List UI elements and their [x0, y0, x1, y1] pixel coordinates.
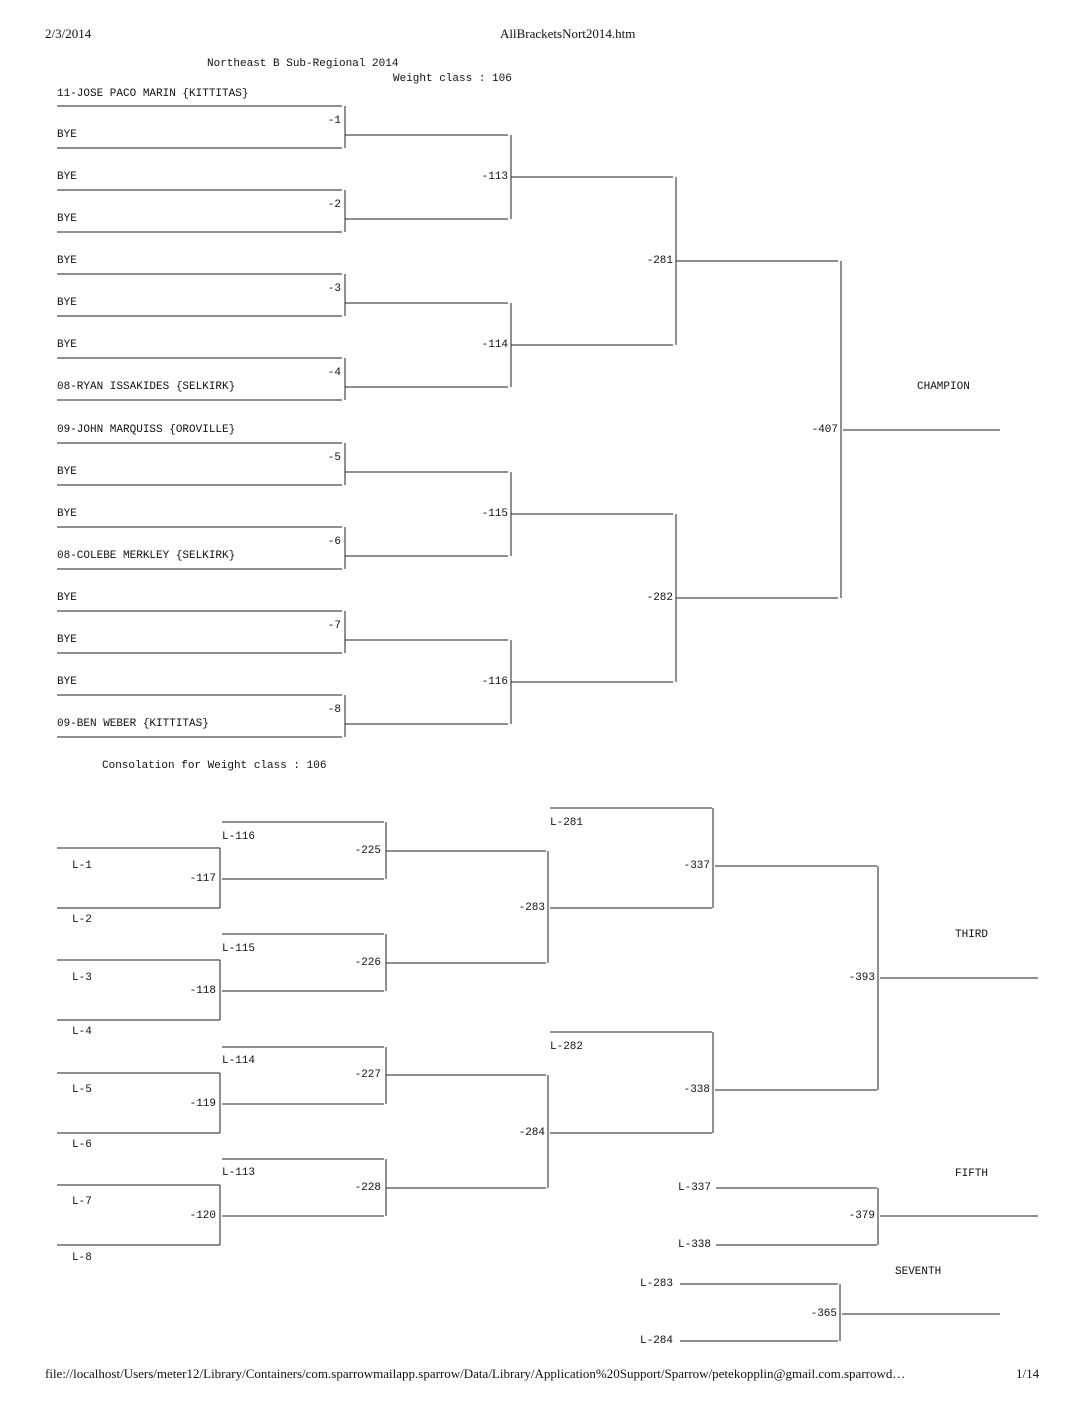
placement-label-third: THIRD	[955, 929, 989, 941]
print-footer-path: file://localhost/Users/meter12/Library/Containers/com.sparrowmailapp.sparrow/Data/Library/Application%20Support/Sparrow/petekopplin@gmail.com.sparrowd…	[45, 1366, 906, 1381]
wrestler-entry: BYE	[57, 297, 77, 309]
wrestler-entry: BYE	[57, 592, 77, 604]
wrestler-entry: BYE	[57, 634, 77, 646]
consolation-entry: L-6	[72, 1139, 92, 1151]
wrestler-entry: 09-BEN WEBER {KITTITAS}	[57, 718, 209, 730]
wrestler-entry: BYE	[57, 255, 77, 267]
consolation-entry: L-4	[72, 1026, 92, 1038]
consolation-entry: L-337	[678, 1182, 712, 1194]
placement-label-champion: CHAMPION	[917, 381, 970, 393]
match-number: -116	[481, 676, 508, 688]
consolation-entry: L-7	[72, 1196, 92, 1208]
bracket-title: Northeast B Sub-Regional 2014	[207, 58, 399, 70]
wrestler-entry: BYE	[57, 213, 77, 225]
consolation-entry: L-2	[72, 914, 92, 926]
wrestler-entry: BYE	[57, 171, 77, 183]
consolation-entry: L-283	[640, 1278, 674, 1290]
consolation-entry: L-115	[222, 943, 256, 955]
match-number: -227	[354, 1069, 381, 1081]
wrestler-entry: BYE	[57, 129, 77, 141]
match-number: -282	[646, 592, 673, 604]
consolation-entry: L-114	[222, 1055, 256, 1067]
match-number: -118	[189, 985, 216, 997]
consolation-entry: L-1	[72, 860, 92, 872]
match-number: -120	[189, 1210, 216, 1222]
consolation-entry: L-338	[678, 1239, 712, 1251]
placement-label-fifth: FIFTH	[955, 1168, 989, 1180]
wrestler-entry: BYE	[57, 466, 77, 478]
wrestler-entry: 09-JOHN MARQUISS {OROVILLE}	[57, 424, 236, 436]
wrestler-entry: BYE	[57, 339, 77, 351]
match-number: -2	[327, 198, 341, 211]
consolation-entry: L-116	[222, 831, 256, 843]
match-number: -117	[189, 873, 216, 885]
wrestler-entry: BYE	[57, 676, 77, 688]
match-number: -284	[518, 1127, 545, 1139]
wrestler-entry: BYE	[57, 508, 77, 520]
match-number: -393	[848, 972, 875, 984]
print-page-number: 1/14	[1016, 1366, 1040, 1381]
print-filename: AllBracketsNort2014.htm	[500, 26, 636, 41]
placement-label-seventh: SEVENTH	[895, 1266, 942, 1278]
match-number: -379	[848, 1210, 875, 1222]
match-number: -225	[354, 845, 381, 857]
wrestler-entry: 08-RYAN ISSAKIDES {SELKIRK}	[57, 381, 236, 393]
match-number: -6	[327, 535, 341, 548]
consolation-entry: L-5	[72, 1084, 92, 1096]
match-number: -114	[481, 339, 508, 351]
wrestler-entry: 08-COLEBE MERKLEY {SELKIRK}	[57, 550, 236, 562]
match-number: -7	[327, 619, 341, 632]
consolation-entry: L-281	[550, 817, 584, 829]
wrestler-entry: 11-JOSE PACO MARIN {KITTITAS}	[57, 88, 249, 100]
print-date: 2/3/2014	[45, 26, 92, 41]
match-number: -8	[327, 703, 341, 716]
match-number: -281	[646, 255, 673, 267]
match-number: -365	[810, 1308, 837, 1320]
match-number: -337	[683, 860, 710, 872]
match-number: -338	[683, 1084, 710, 1096]
match-number: -5	[327, 451, 341, 464]
match-number: -113	[481, 171, 508, 183]
match-number: -3	[327, 282, 341, 295]
weight-class-label: Weight class : 106	[393, 73, 512, 85]
match-number: -283	[518, 902, 545, 914]
match-number: -119	[189, 1098, 216, 1110]
match-number: -228	[354, 1182, 381, 1194]
consolation-entry: L-8	[72, 1252, 92, 1264]
consolation-entry: L-3	[72, 972, 92, 984]
match-number: -115	[481, 508, 508, 520]
consolation-title: Consolation for Weight class : 106	[102, 760, 327, 772]
consolation-entry: L-284	[640, 1335, 674, 1347]
match-number: -1	[327, 114, 341, 127]
consolation-entry: L-282	[550, 1041, 584, 1053]
match-number: -226	[354, 957, 381, 969]
consolation-entry: L-113	[222, 1167, 256, 1179]
match-number: -4	[327, 366, 341, 379]
match-number: -407	[811, 424, 838, 436]
